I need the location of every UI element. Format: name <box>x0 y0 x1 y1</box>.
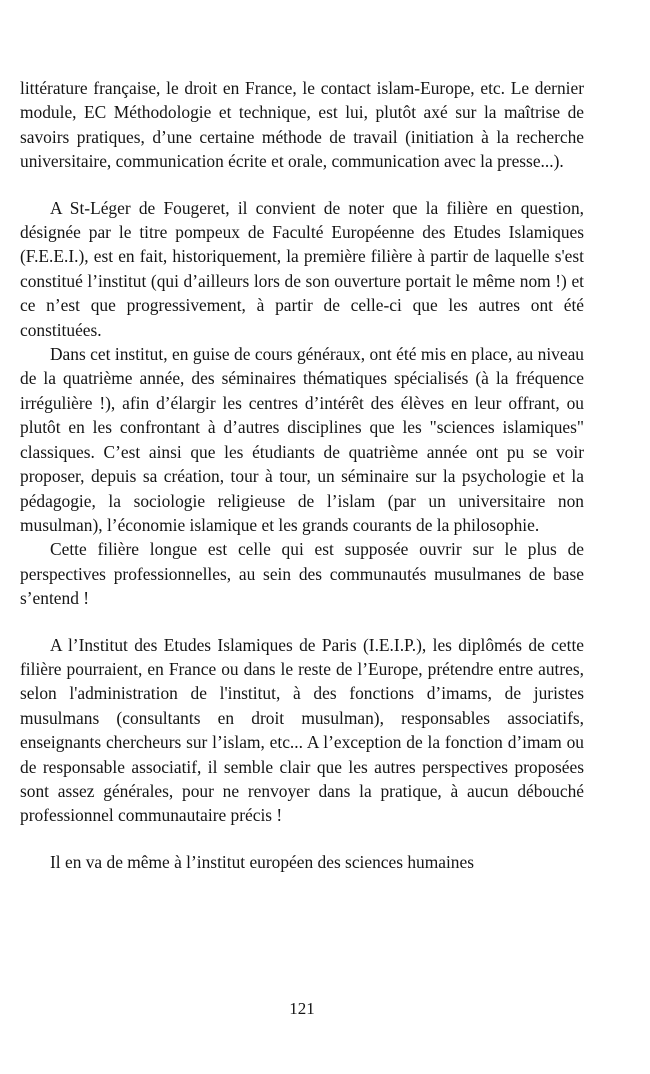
paragraph-3: Dans cet institut, en guise de cours généraux, ont été mis en place, au niveau de la quatrième année, des séminaires thématiques spécialisés (à la fréquence irrégulière !), afin d’élargir les centres d’intérêt des élèves en leur offrant, ou plutôt en les confrontant à d’autres disciplines que les "sciences islamiques" classiques. C’est ainsi que les étudiants de quatrième année ont pu se voir proposer, depuis sa création, tour à tour, un séminaire sur la psychologie et la pédagogie, la sociologie religieuse de l’islam (par un universitaire non musulman), l’économie islamique et les grands courants de la philosophie. <box>20 344 584 535</box>
paragraph-6: Il en va de même à l’institut européen des sciences humaines <box>50 851 474 872</box>
document-body <box>20 76 584 874</box>
paragraph-5: A l’Institut des Etudes Islamiques de Paris (I.E.I.P.), les diplômés de cette filière pourraient, en France ou dans le reste de l’Europe, prétendre entre autres, selon l'administration de l'institut, à des fonctions d’imams, de juristes musulmans (consultants en droit musulman), responsables associatifs, enseignants chercheurs sur l’islam, etc... A l’exception de la fonction d’imam ou de responsable associatif, il semble clair que les autres perspectives proposées sont assez générales, pour ne renvoyer dans la pratique, à aucun débouché professionnel communautaire précis ! <box>20 634 584 826</box>
paragraph-2: A St-Léger de Fougeret, il convient de noter que la filière en question, désignée par le titre pompeux de Faculté Européenne des Etudes Islamiques (F.E.E.I.), est en fait, historiquement, la première filière à partir de laquelle s'est constitué l’institut (qui d’ailleurs lors de son ouverture portait le même nom !) et ce n’est que progressivement, à partir de celle-ci que les autres ont été constituées. <box>20 197 584 340</box>
page-number: 121 <box>289 999 315 1018</box>
paragraph-1: littérature française, le droit en France, le contact islam-Europe, etc. Le dernier module, EC Méthodologie et technique, est lui, plutôt axé sur la maîtrise de savoirs pratiques, d’une certaine méthode de travail (initiation à la recherche universitaire, communication écrite et orale, communication avec la presse...). <box>20 78 584 172</box>
paragraph-4: Cette filière longue est celle qui est supposée ouvrir sur le plus de perspectives professionnelles, au sein des communautés musulmanes de base s’entend ! <box>20 539 584 609</box>
